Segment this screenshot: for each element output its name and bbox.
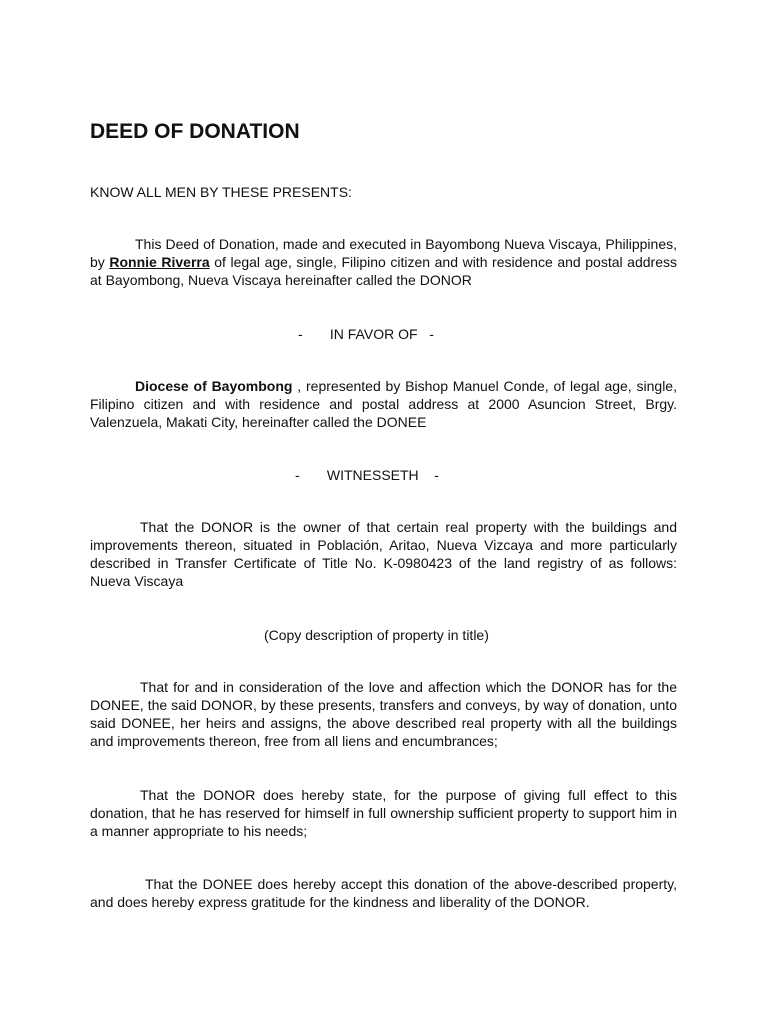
in-favor-of-heading: - IN FAVOR OF - <box>298 326 434 342</box>
opening-line: KNOW ALL MEN BY THESE PRESENTS: <box>90 184 352 200</box>
document-title: DEED OF DONATION <box>90 120 300 143</box>
paragraph-donee <box>90 377 677 431</box>
donor-name: Ronnie Riverra <box>109 254 210 270</box>
paragraph-donee-after: , represented by Bishop Manuel Conde, of legal age, single, Filipino citizen and with residence and postal address at 2000 Asuncion Street, Brgy. Valenzuela, Makati City, hereinafter called the DONEE <box>90 378 677 430</box>
donee-name: Diocese of Bayombong <box>135 378 293 394</box>
witnesseth-heading: - WITNESSETH - <box>295 467 439 483</box>
paragraph-donor-before: This Deed of Donation, made and executed in Bayombong Nueva Viscaya, Philippines, by <box>90 236 677 270</box>
copy-description-note: (Copy description of property in title) <box>264 627 489 643</box>
paragraph-donor <box>90 235 677 289</box>
paragraph-acceptance: That the DONEE does hereby accept this donation of the above-described property, and does hereby express gratitude for the kindness and liberality of the DONOR. <box>90 876 677 910</box>
paragraph-donor-after: of legal age, single, Filipino citizen and with residence and postal address at Bayombong, Nueva Viscaya hereinafter called the DONOR <box>90 254 677 288</box>
paragraph-consideration: That for and in consideration of the love and affection which the DONOR has for the DONEE, the said DONOR, by these presents, transfers and conveys, by way of donation, unto said DONEE, her heirs and assigns, the above described real property with all the buildings and improvements thereon, free from all liens and encumbrances; <box>90 679 677 749</box>
paragraph-reservation: That the DONOR does hereby state, for the purpose of giving full effect to this donation, that he has reserved for himself in full ownership sufficient property to support him in a manner appropriate to his needs; <box>90 787 677 839</box>
paragraph-property: That the DONOR is the owner of that certain real property with the buildings and improvements thereon, situated in Población, Aritao, Nueva Vizcaya and more particularly described in Transfer Certificate of Title No. K-0980423 of the land registry of as follows: Nueva Viscaya <box>90 519 677 589</box>
